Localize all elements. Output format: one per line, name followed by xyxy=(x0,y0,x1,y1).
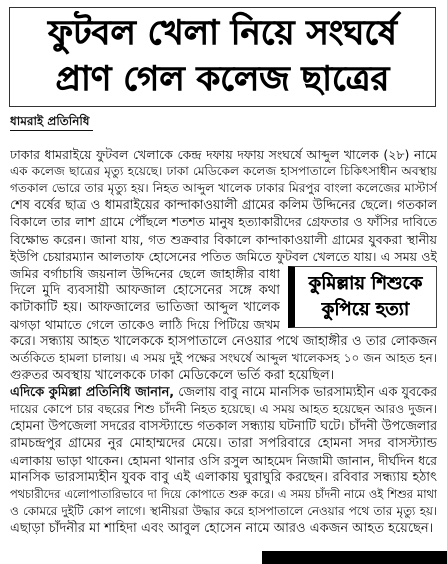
body-text-line: ইউপি চেয়ারম্যান আলতাফ হোসেনের পতিত জমিতে ফুটবল খেলতে যায়। এ সময় ওই xyxy=(10,249,437,264)
inset-subheadline-box xyxy=(288,266,437,328)
inset-subheadline-line-2: কুপিয়ে হত্যা xyxy=(321,299,410,320)
story-body-dhamrai xyxy=(10,146,437,384)
body-text-line: গতকাল ভোরে তার মৃত্যু হয়। নিহত আব্দুল খালেক ঢাকার মিরপুর বাংলা কলেজের মাস্টার্স xyxy=(10,181,437,195)
body-text-line: দায়ের কোপে চার বছরের শিশু চাঁদনী নিহত হয়েছে। এ সময় আহত হয়েছেন আরও দুজন। xyxy=(10,402,437,416)
lead-text: জেলায় বাবু নামে মানসিক ভারসাম্যহীন এক যুবকের xyxy=(178,385,437,400)
body-text-line: এছাড়া চাঁদনীর মা শাহিদা এবং আবুল হোসেন নামে আরও একজন আহত হয়েছেন। xyxy=(10,521,434,536)
next-article-header-bar xyxy=(262,551,447,564)
body-text-line: গুরুতর অবস্থায় খালেককে ঢাকা মেডিকেলে ভর্তি করা হয়েছিল। xyxy=(10,368,335,383)
body-text-line: হোমনা উপজেলা সদরের বাসস্ট্যান্ডে গতকাল সন্ধ্যায় ঘটনাটি ঘটে। চাঁদনী উপজেলার xyxy=(10,419,437,434)
body-text-line: রামচন্দ্রপুর গ্রামের নুর মোহাম্মদের মেয়ে। তারা সপরিবারে হোমনা সদর বাসস্ট্যান্ড xyxy=(10,436,437,451)
body-text-line: জমির বর্গাচাষি জয়নাল উদ্দিনের ছেলে জাহাঙ্গীর বাধা xyxy=(10,266,280,281)
body-text-line: দিলে মুদি ব্যবসায়ী আফজাল হোসেনের সঙ্গে কথা xyxy=(10,283,280,298)
body-text-line: শেষ বর্ষের ছাত্র ও ধামরাইয়ের কান্দাকাওয়ালী গ্রামের কলিম উদ্দিনের ছেলে। গতকাল xyxy=(10,198,437,213)
body-text-line: অর্তকিতে হামলা চালায়। এ সময় দুই পক্ষের সংঘর্ষে আব্দুল খালেকসহ ১০ জন আহত হন। xyxy=(10,351,437,365)
headline-line-1: ফুটবল খেলা নিয়ে সংঘর্ষে xyxy=(48,13,397,53)
body-text-line xyxy=(10,384,437,401)
body-text-line: বিকালে তার লাশ গ্রামে পৌঁছলে শতশত মানুষ হত্যাকারীদের গ্রেফতার ও ফাঁসির দাবিতে xyxy=(10,215,437,229)
headline-line-2: প্রাণ গেল কলেজ ছাত্রের xyxy=(55,59,390,99)
body-text-line: ও কোমরে দুইটি কোপ লাগে। স্থানীয়রা উদ্ধার করে হাসপাতালে নেওয়ার পথে তার মৃত্যু হয়। xyxy=(10,504,437,518)
body-text-line: এলাকায় ভাড়া থাকেন। হোমনা থানার ওসি রসুল আহমেদ নিজামী জানান, দীর্ঘদিন ধরে xyxy=(10,453,437,468)
body-text-line: এক কলেজ ছাত্রের মৃত্যু হয়েছে। ঢাকা মেডিকেল কলেজ হাসপাতালে চিকিৎসাধীন অবস্থায় xyxy=(10,164,437,178)
story-body-cumilla xyxy=(10,384,437,537)
body-text-line: পথচারীদের এলোপাতারিভাবে দা দিয়ে কোপাতে শুরু করে। এ সময় চাঁদনী নামে ওই শিশুর মাথা xyxy=(10,488,437,501)
lead-credit: এদিকে কুমিল্লা প্রতিনিধি জানান, xyxy=(10,385,175,400)
byline: ধামরাই প্রতিনিধি xyxy=(10,113,93,131)
body-text-line: বিক্ষোভ করেন। জানা যায়, গত শুক্রবার বিকালে কান্দাকাওয়ালী গ্রামের যুবকরা স্থানীয় xyxy=(10,232,437,247)
body-text-line: করে। সন্ধ্যায় আহত খালেককে হাসপাতালে নেওয়ার পথে জাহাঙ্গীর ও তার লোকজন xyxy=(10,334,437,349)
body-text-line: ঝগড়া থামাতে গেলে তাকেও লাঠি দিয়ে পিটিয়ে জখম xyxy=(10,317,280,332)
inset-subheadline-line-1: কুমিল্লায় শিশুকে xyxy=(308,273,423,294)
body-text-line: ঢাকার ধামরাইয়ে ফুটবল খেলাকে কেন্দ্র দফায় দফায় সংঘর্ষে আব্দুল খালেক (২৮) নামে xyxy=(10,147,437,162)
headline-box xyxy=(9,7,436,107)
body-text-line: কাটাকাটি হয়। আফজালের ভাতিজা আব্দুল খালেক xyxy=(10,300,280,315)
body-text-line: মানসিক ভারসাম্যহীন যুবক বাবু এই এলাকায় ঘুরাঘুরি করছেন। রবিবার সন্ধ্যায় হঠাৎ xyxy=(10,470,437,485)
